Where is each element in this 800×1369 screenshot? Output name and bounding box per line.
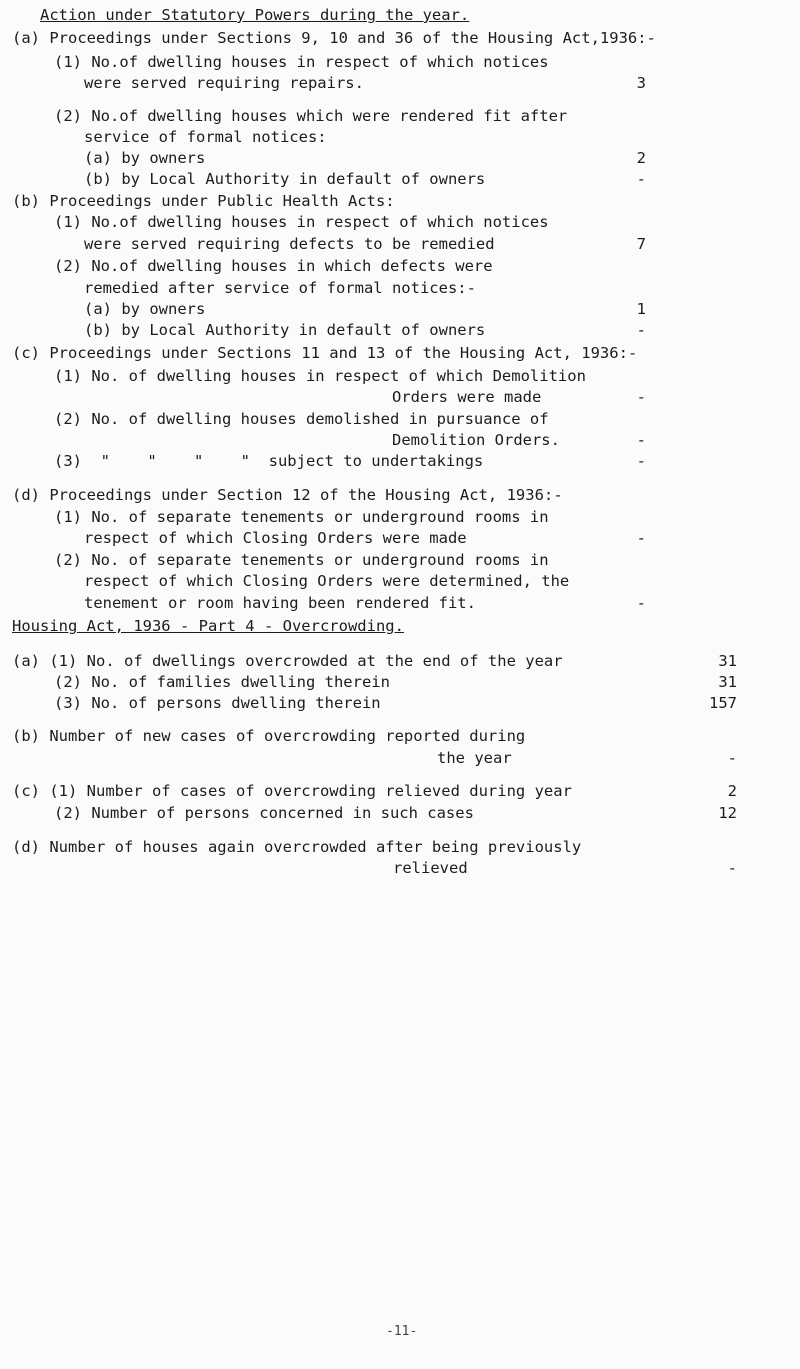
item-d1-line2: respect of which Closing Orders were made: [84, 529, 467, 547]
item-d2-line2: respect of which Closing Orders were determined, the: [84, 572, 570, 590]
item-a2b-value: -: [636, 170, 646, 188]
item-a1-line2: were served requiring repairs.: [84, 74, 364, 92]
item-d-heading: (d) Proceedings under Section 12 of the Housing Act, 1936:-: [12, 486, 563, 504]
item-a2b: (b) by Local Authority in default of owners: [84, 170, 486, 188]
item-d2-value: -: [636, 594, 646, 612]
item-a-heading: (a) Proceedings under Sections 9, 10 and 36 of the Housing Act,1936:-: [12, 29, 656, 47]
item-b2a-value: 1: [636, 300, 646, 318]
item-c-heading: (c) Proceedings under Sections 11 and 13 of the Housing Act, 1936:-: [12, 344, 638, 362]
overcrowd-d-line1: (d) Number of houses again overcrowded after being previously: [12, 838, 582, 856]
item-c3: (3) " " " " subject to undertakings: [54, 452, 484, 470]
item-a2a: (a) by owners: [84, 149, 206, 167]
item-d1-line1: (1) No. of separate tenements or underground rooms in: [54, 508, 549, 526]
overcrowding-heading: Housing Act, 1936 - Part 4 - Overcrowding.: [12, 617, 404, 635]
overcrowd-c2: (2) Number of persons concerned in such cases: [54, 804, 474, 822]
item-b1-line1: (1) No.of dwelling houses in respect of which notices: [54, 213, 549, 231]
item-d2-line3: tenement or room having been rendered fit.: [84, 594, 476, 612]
item-c3-value: -: [636, 452, 646, 470]
overcrowd-c1: (c) (1) Number of cases of overcrowding relieved during year: [12, 782, 572, 800]
overcrowd-b-value: -: [727, 749, 737, 767]
item-b2b-value: -: [636, 321, 646, 339]
overcrowd-d-line2: relieved: [393, 859, 468, 877]
item-d2-line1: (2) No. of separate tenements or underground rooms in: [54, 551, 549, 569]
overcrowd-c2-value: 12: [718, 804, 737, 822]
overcrowd-a3-value: 157: [709, 694, 737, 712]
overcrowd-a1-value: 31: [718, 652, 737, 670]
overcrowd-a3: (3) No. of persons dwelling therein: [54, 694, 381, 712]
overcrowd-d-value: -: [727, 859, 737, 877]
item-b1-value: 7: [636, 235, 646, 253]
section-heading: Action under Statutory Powers during the year.: [40, 6, 470, 24]
item-a1-line1: (1) No.of dwelling houses in respect of which notices: [54, 53, 549, 71]
item-b2-line2: remedied after service of formal notices:-: [84, 279, 476, 297]
item-a2a-value: 2: [636, 149, 646, 167]
item-a1-value: 3: [636, 74, 646, 92]
item-c2-value: -: [636, 431, 646, 449]
item-d1-value: -: [636, 529, 646, 547]
item-b-heading: (b) Proceedings under Public Health Acts:: [12, 192, 395, 210]
item-c1-line1: (1) No. of dwelling houses in respect of which Demolition: [54, 367, 586, 385]
overcrowd-b-line1: (b) Number of new cases of overcrowding reported during: [12, 727, 526, 745]
item-b2a: (a) by owners: [84, 300, 206, 318]
overcrowd-b-line2: the year: [437, 749, 512, 767]
overcrowd-c1-value: 2: [727, 782, 737, 800]
item-b2b: (b) by Local Authority in default of owners: [84, 321, 486, 339]
item-c2-line2: Demolition Orders.: [392, 431, 560, 449]
item-c1-line2: Orders were made: [392, 388, 542, 406]
item-c1-value: -: [636, 388, 646, 406]
item-c2-line1: (2) No. of dwelling houses demolished in pursuance of: [54, 410, 549, 428]
item-b2-line1: (2) No.of dwelling houses in which defects were: [54, 257, 493, 275]
overcrowd-a2: (2) No. of families dwelling therein: [54, 673, 390, 691]
item-a2-line1: (2) No.of dwelling houses which were rendered fit after: [54, 107, 568, 125]
item-b1-line2: were served requiring defects to be remedied: [84, 235, 495, 253]
page-number: -11-: [386, 1324, 418, 1339]
overcrowd-a1: (a) (1) No. of dwellings overcrowded at the end of the year: [12, 652, 563, 670]
overcrowd-a2-value: 31: [718, 673, 737, 691]
item-a2-line2: service of formal notices:: [84, 128, 327, 146]
